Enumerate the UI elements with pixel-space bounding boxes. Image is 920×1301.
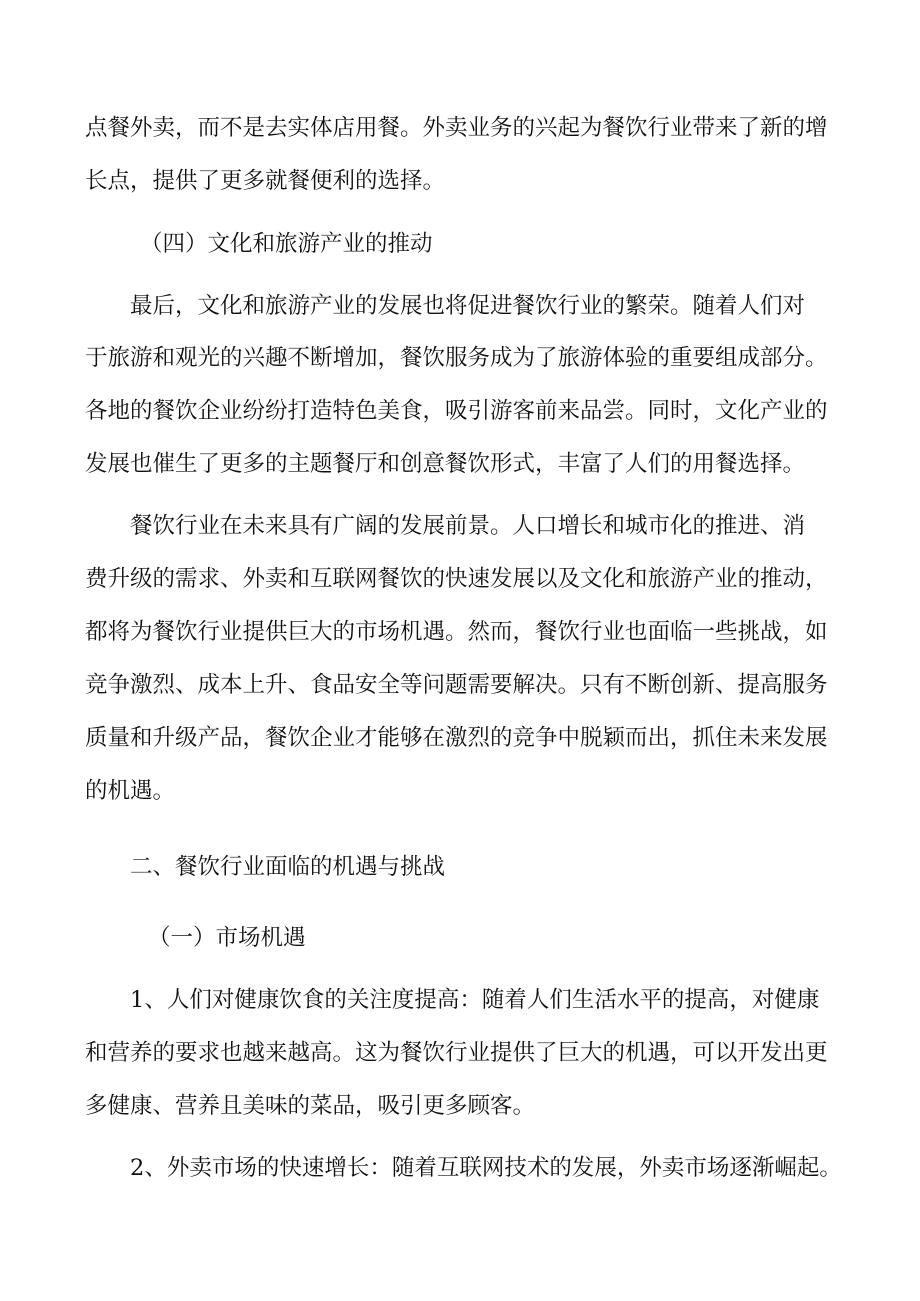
paragraph-line: 于旅游和观光的兴趣不断增加，餐饮服务成为了旅游体验的重要组成部分。 (85, 345, 828, 371)
paragraph-line: 最后，文化和旅游产业的发展也将促进餐饮行业的繁荣。随着人们对 (130, 293, 806, 319)
paragraph-line: 餐饮行业在未来具有广阔的发展前景。人口增长和城市化的推进、消 (130, 513, 806, 539)
chapter-heading: 二、餐饮行业面临的机遇与挑战 (130, 854, 446, 880)
paragraph-line: 和营养的要求也越来越高。这为餐饮行业提供了巨大的机遇，可以开发出更 (85, 1040, 828, 1066)
paragraph-line: 质量和升级产品，餐饮企业才能够在激烈的竞争中脱颖而出，抓住未来发展 (85, 725, 828, 751)
paragraph-line: 点餐外卖，而不是去实体店用餐。外卖业务的兴起为餐饮行业带来了新的增 (85, 115, 828, 141)
paragraph-line: 费升级的需求、外卖和互联网餐饮的快速发展以及文化和旅游产业的推动， (85, 566, 828, 592)
paragraph-line: 都将为餐饮行业提供巨大的市场机遇。然而，餐饮行业也面临一些挑战，如 (85, 619, 828, 645)
section-heading-1: （一）市场机遇 (148, 925, 306, 951)
paragraph-line: 竞争激烈、成本上升、食品安全等问题需要解决。只有不断创新、提高服务 (85, 672, 828, 698)
paragraph-line: 发展也催生了更多的主题餐厅和创意餐饮形式，丰富了人们的用餐选择。 (85, 451, 806, 477)
paragraph-line: 的机遇。 (85, 778, 176, 804)
paragraph-line: 长点，提供了更多就餐便利的选择。 (85, 168, 446, 194)
list-item-1: 1、人们对健康饮食的关注度提高：随着人们生活水平的提高，对健康 (130, 987, 820, 1013)
paragraph-line: 多健康、营养且美味的菜品，吸引更多顾客。 (85, 1093, 536, 1119)
section-heading-4: （四）文化和旅游产业的推动 (140, 231, 433, 257)
paragraph-line: 各地的餐饮企业纷纷打造特色美食，吸引游客前来品尝。同时，文化产业的 (85, 398, 828, 424)
list-item-2: 2、外卖市场的快速增长：随着互联网技术的发展，外卖市场逐渐崛起。 (130, 1155, 842, 1181)
